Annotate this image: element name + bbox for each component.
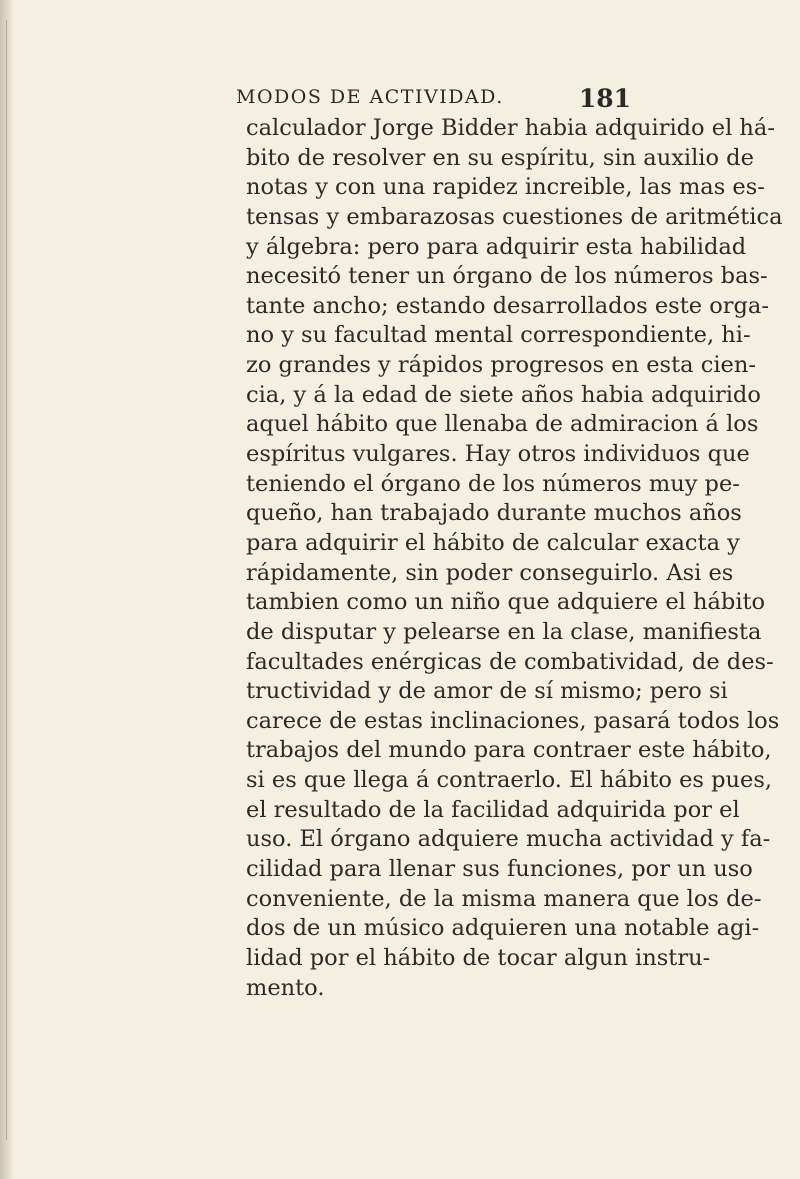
text-line: carece de estas inclinaciones, pasará todos los — [246, 707, 780, 734]
text-line: no y su facultad mental correspondiente, hi- — [246, 322, 751, 349]
text-line: necesitó tener un órgano de los números bas- — [246, 263, 768, 290]
text-line: calculador Jorge Bidder habia adquirido el há- — [246, 115, 775, 141]
text-line: facultades enérgicas de combatividad, de des- — [246, 648, 774, 675]
text-line: espíritus vulgares. Hay otros individuos que — [246, 441, 750, 468]
text-line: tructividad y de amor de sí mismo; pero si — [246, 678, 728, 705]
text-line: notas y con una rapidez increible, las mas es- — [246, 174, 765, 201]
body-paragraph — [246, 114, 783, 1003]
text-line: y álgebra: pero para adquirir esta habilidad — [246, 233, 747, 260]
running-title: MODOS DE ACTIVIDAD. — [236, 86, 504, 108]
text-line: lidad por el hábito de tocar algun instru- — [246, 944, 711, 971]
text-line: para adquirir el hábito de calcular exacta y — [246, 529, 740, 556]
text-line: el resultado de la facilidad adquirida por el — [246, 796, 740, 823]
text-line: zo grandes y rápidos progresos en esta cien- — [246, 352, 756, 379]
text-line: teniendo el órgano de los números muy pe- — [246, 470, 740, 497]
text-line-last: mento. — [246, 974, 325, 1001]
page-number: 181 — [578, 84, 631, 113]
text-line: queño, han trabajado durante muchos años — [246, 500, 742, 527]
text-line: dos de un músico adquieren una notable agi- — [246, 915, 760, 942]
text-line: trabajos del mundo para contraer este hábito, — [246, 737, 772, 764]
page-gutter-shadow — [0, 0, 14, 1179]
text-line: bito de resolver en su espíritu, sin auxilio de — [246, 144, 754, 171]
text-line: de disputar y pelearse en la clase, manifiesta — [246, 618, 762, 645]
gutter-edge-line — [6, 20, 7, 1140]
text-line: cia, y á la edad de siete años habia adquirido — [246, 381, 761, 408]
text-line: aquel hábito que llenaba de admiracion á los — [246, 411, 759, 438]
text-line: conveniente, de la misma manera que los de- — [246, 885, 762, 912]
text-line: tante ancho; estando desarrollados este orga- — [246, 292, 769, 319]
text-line: tensas y embarazosas cuestiones de aritmética — [246, 203, 783, 230]
text-line: rápidamente, sin poder conseguirlo. Asi es — [246, 559, 734, 586]
text-line: cilidad para llenar sus funciones, por un uso — [246, 856, 753, 883]
text-line: uso. El órgano adquiere mucha actividad y fa- — [246, 826, 771, 853]
text-line: tambien como un niño que adquiere el hábito — [246, 589, 766, 616]
text-line: si es que llega á contraerlo. El hábito es pues, — [246, 767, 773, 794]
